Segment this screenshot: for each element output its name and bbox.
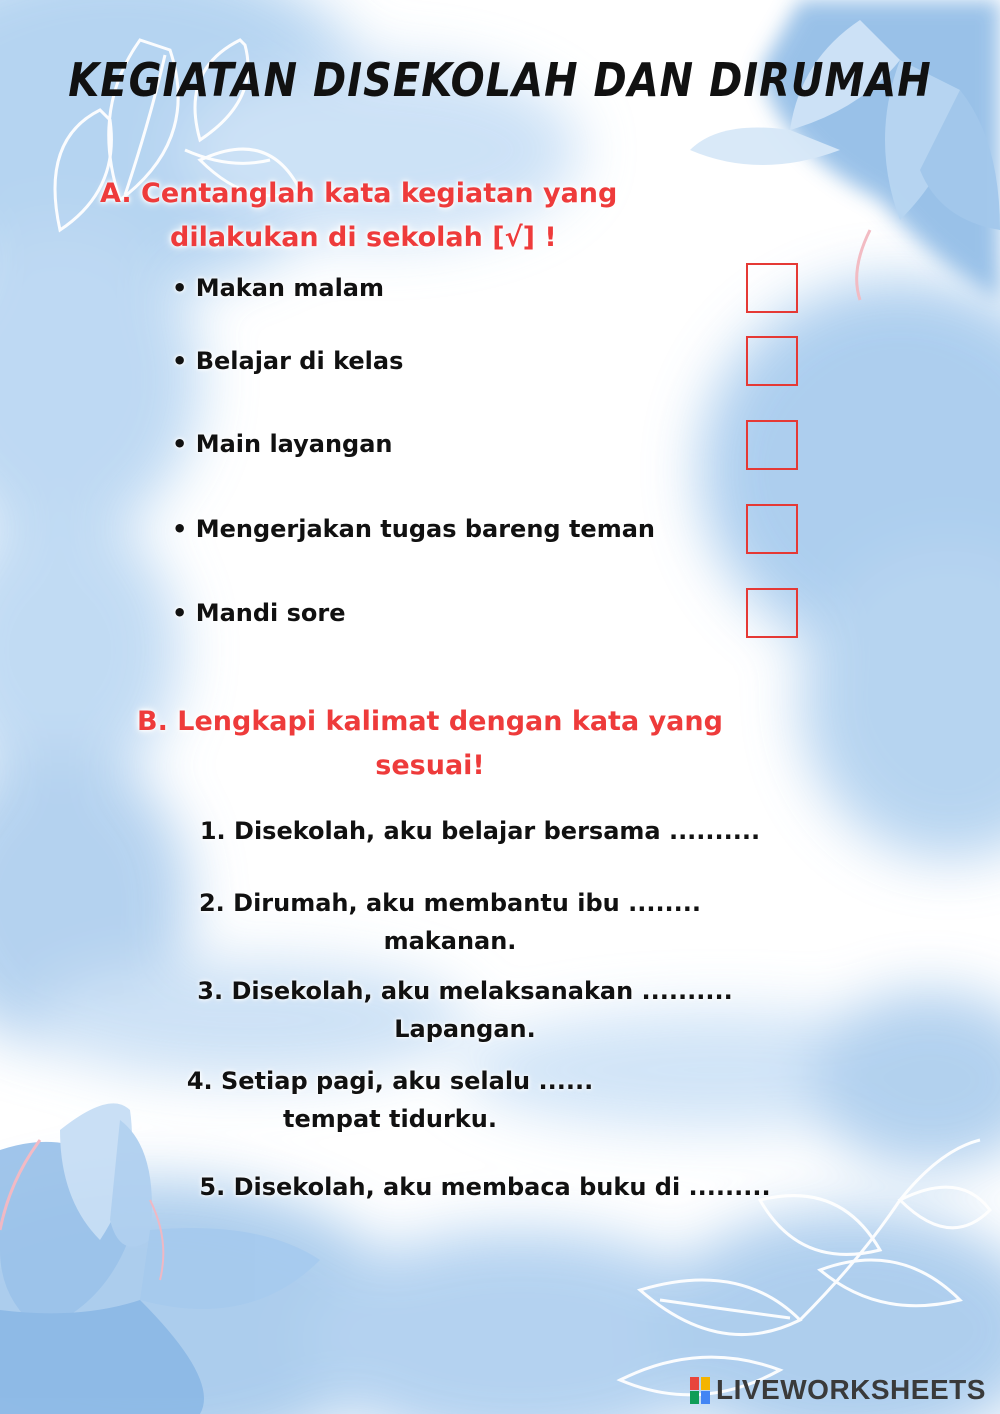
checkbox-4[interactable] bbox=[746, 504, 798, 554]
activity-item-1: • Makan malam bbox=[172, 274, 385, 302]
checkbox-5[interactable] bbox=[746, 588, 798, 638]
question-3 bbox=[160, 972, 770, 1048]
question-1 bbox=[160, 812, 800, 850]
checkbox-2[interactable] bbox=[746, 336, 798, 386]
checkbox-1[interactable] bbox=[746, 263, 798, 313]
section-b-heading-line2: sesuai! bbox=[375, 750, 485, 781]
activity-item-5: • Mandi sore bbox=[172, 599, 346, 627]
question-2-line1: 2. Dirumah, aku membantu ibu ........ bbox=[198, 889, 702, 917]
section-a-heading bbox=[100, 172, 720, 260]
question-1-line1: 1. Disekolah, aku belajar bersama .......... bbox=[199, 817, 761, 845]
activity-item-2: • Belajar di kelas bbox=[172, 347, 404, 375]
question-2 bbox=[160, 884, 740, 960]
question-4-line2: tempat tidurku. bbox=[283, 1105, 497, 1133]
question-3-line2: Lapangan. bbox=[394, 1015, 536, 1043]
checkbox-3[interactable] bbox=[746, 420, 798, 470]
section-a-heading-line2: dilakukan di sekolah [√] ! bbox=[170, 222, 557, 253]
liveworksheets-logo-icon bbox=[690, 1375, 712, 1405]
brand-name: LIVEWORKSHEETS bbox=[716, 1374, 986, 1405]
activity-item-3: • Main layangan bbox=[172, 430, 393, 458]
question-4 bbox=[150, 1062, 630, 1138]
activity-item-4: • Mengerjakan tugas bareng teman bbox=[172, 515, 655, 543]
question-5-line1: 5. Disekolah, aku membaca buku di ......... bbox=[199, 1173, 771, 1201]
liveworksheets-logo bbox=[690, 1372, 986, 1408]
section-b-heading-line1: B. Lengkapi kalimat dengan kata yang bbox=[137, 706, 723, 737]
section-a-heading-line1: A. Centanglah kata kegiatan yang bbox=[100, 178, 618, 209]
section-b-heading bbox=[100, 700, 760, 788]
question-4-line1: 4. Setiap pagi, aku selalu ...... bbox=[186, 1067, 594, 1095]
question-5 bbox=[160, 1168, 810, 1206]
question-2-line2: makanan. bbox=[383, 927, 517, 955]
page-title: KEGIATAN DISEKOLAH DAN DIRUMAH bbox=[68, 54, 932, 108]
question-3-line1: 3. Disekolah, aku melaksanakan .......... bbox=[197, 977, 733, 1005]
